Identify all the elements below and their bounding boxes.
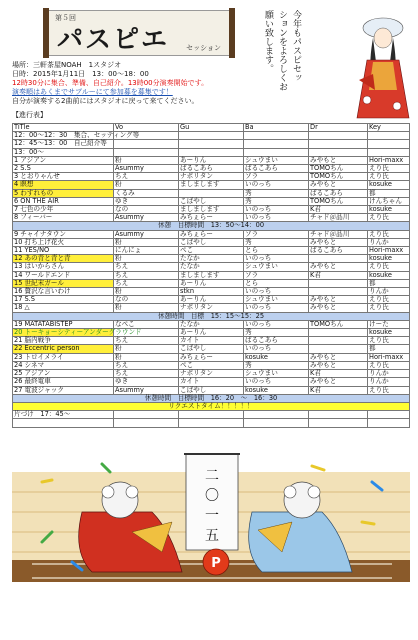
cell-ba: ぱるこあら [244,337,309,345]
cell-vo: ちえ [114,271,179,279]
band-label: 休憩 目標時間 13：50～14：00 [13,222,410,230]
cell-key: えり氏 [368,337,410,345]
table-row [13,288,410,296]
cell-ba: ぱるこあら [244,165,309,173]
cell-title: 14 ワールドエンド [13,271,114,279]
cell-ba: いのっち [244,206,309,214]
cell-key: けーた [368,320,410,328]
cell-key: 都 [368,279,410,287]
table-row [13,419,410,427]
cell-vo: ちえ [114,361,179,369]
cell-ba: シュウまい [244,296,309,304]
table-row [13,271,410,279]
cell-key: えり氏 [368,165,410,173]
table-row [13,230,410,238]
cell-title: 12 あの青と青と青 [13,255,114,263]
cell-gu: みちぇらー [179,353,244,361]
cell-key: えり氏 [368,361,410,369]
table-row [13,304,410,312]
cell-vo: ゆき [114,197,179,205]
cell-title: 2 S.S [13,165,114,173]
cell-key [368,132,410,140]
cell-key: りんか [368,370,410,378]
cell-dr: みやもと [309,263,368,271]
cell-title: 15 世紀末ガール [13,279,114,287]
cell-key [368,411,410,419]
cell-title: 12：00～12：30 集合、セッティング等 [14,131,140,140]
cell-key: kosuke [368,255,410,263]
table-row [13,148,410,156]
cell-vo: Asummy [114,386,179,394]
greeting-line: 今年もパスピセッ [291,10,301,82]
cell-gu: ナポリタン [179,370,244,378]
cell-gu: みちぇらー [179,230,244,238]
cell-title: 23 トロイメライ [13,353,114,361]
column-header-dr: Dr [309,124,368,132]
table-row [13,370,410,378]
cell-key: けんちゃん [368,197,410,205]
cell-key: Hori-maxx [368,156,410,164]
cell-key: えり氏 [368,304,410,312]
cell-key: えり氏 [368,296,410,304]
cell-key: 都 [368,189,410,197]
venue-text: 場所：三軒茶屋NOAH 1スタジオ [12,61,122,69]
cell-key: kosuke [368,271,410,279]
cell-dr: みやもと [309,296,368,304]
band-label: 休憩時間 目標時間 16：20 ～ 16：30 [13,394,410,402]
cell-vo [114,140,179,148]
cell-ba: kosuke [244,386,309,394]
cell-key: りんか [368,288,410,296]
column-header-gu: Gu [179,124,244,132]
cell-title: 21 脳内戦争 [13,337,114,345]
greeting-line: ションをよろしくお [277,10,287,91]
cell-vo: ちえ [114,279,179,287]
cell-vo: にんにょ [114,247,179,255]
cell-gu: こばやし [179,238,244,246]
progress-table-label: 【進行表】 [12,111,47,119]
cell-ba: 秀 [244,189,309,197]
scroll-year-char: 〇 [205,488,219,504]
event-subtitle: セッション [186,44,221,52]
cell-ba: いのっち [244,288,309,296]
schedule-table [12,123,410,428]
cell-gu [179,419,244,427]
cell-title: 8 フィーバー [13,214,114,222]
order-note: 演奏順はあくまでサブルーにて参加募を募集です！ [12,88,173,96]
cell-dr: K君 [309,271,368,279]
cell-ba: ソラ [244,271,309,279]
cell-key: えり氏 [368,263,410,271]
greeting-text [262,10,302,110]
cell-dr: K君 [309,386,368,394]
cell-key: えり氏 [368,230,410,238]
cell-vo: 粉 [114,156,179,164]
cell-dr: K君 [309,370,368,378]
column-header-title: TiTle [13,124,114,132]
cell-gu: stkn [179,288,244,296]
cell-dr: みやもと [309,238,368,246]
cell-key: kosuke [368,181,410,189]
cell-gu: ぺこ [179,247,244,255]
cell-key: えり氏 [368,173,410,181]
cell-vo: ちえ [114,173,179,181]
table-row [13,255,410,263]
scroll-year-char: 一 [205,508,219,524]
cell-dr [309,419,368,427]
cell-dr: チャド＠品川 [309,230,368,238]
cell-title: 5 わすれもの [13,189,114,197]
table-row [13,238,410,246]
cell-key: Hori-maxx [368,353,410,361]
scroll-rod-left [43,8,49,58]
cell-ba: 秀 [244,329,309,337]
cell-title: 17 S.S [13,296,114,304]
cell-title: 26 最終電車 [13,378,114,386]
cell-vo [114,411,179,419]
table-row [13,345,410,353]
cell-ba [244,140,309,148]
cell-ba: いのっち [244,304,309,312]
cell-gu [179,411,244,419]
cell-gu: カイト [179,337,244,345]
table-row [13,279,410,287]
cell-title: 4 瞑想 [13,181,114,189]
cell-dr [309,132,368,140]
cell-dr [309,337,368,345]
cell-vo: 粉 [114,345,179,353]
cell-ba: シュウまい [244,263,309,271]
cell-gu: ぺこ [179,361,244,369]
cell-key: kosuke [368,329,410,337]
cell-ba: kosuke [244,353,309,361]
cell-title: 25 アジアン [13,370,114,378]
cell-ba: 秀 [244,361,309,369]
assembly-note: 12時30分に集合、準備、自己紹介。13時00分演奏開始です。 [12,79,209,87]
cell-vo: なの [114,296,179,304]
cell-vo: ゆき [114,378,179,386]
cell-ba: シュウまい [244,370,309,378]
cell-ba [244,411,309,419]
table-row [13,329,410,337]
cell-vo: ちえ [114,370,179,378]
cell-gu: こばやし [179,345,244,353]
cell-ba: いのっち [244,214,309,222]
cell-ba: いのっち [244,320,309,328]
cell-vo: Asummy [114,214,179,222]
cell-dr: TOMOちん [309,173,368,181]
cell-vo [114,148,179,156]
cell-dr [309,411,368,419]
cell-title: 22 Eccentric person [13,345,114,353]
cell-gu: ナポリタン [179,173,244,181]
cell-key: えり氏 [368,214,410,222]
cell-gu: ましまします [179,206,244,214]
cell-ba [244,419,309,427]
cell-gu: あーりん [179,156,244,164]
cell-title: 20 トーキョーシティーアンダーグラウンド [14,328,142,337]
cell-vo: Asummy [114,230,179,238]
band-label: リクエストタイム！！！！！ [13,402,410,410]
cell-gu: あーりん [179,329,244,337]
cell-vo: なの [114,206,179,214]
cell-vo: 粉 [114,181,179,189]
cell-dr: みやもと [309,181,368,189]
cell-title: 19 MATATABISTEP [13,320,114,328]
cell-dr [309,345,368,353]
cell-gu: あーりん [179,279,244,287]
cell-gu: ナポリタン [179,304,244,312]
cell-dr: みやもと [309,156,368,164]
cell-title: 27 電波ジャック [13,386,114,394]
scroll-year-char: 二 [205,468,219,484]
column-header-ba: Ba [244,124,309,132]
datetime-text: 日時：2015年1月11日 13：00～18：00 [12,70,149,78]
cell-title: 11 YES/NO [13,247,114,255]
cell-dr: みやもと [309,304,368,312]
cell-dr: K君 [309,206,368,214]
title-banner [48,10,230,56]
cell-key [368,140,410,148]
cell-vo [114,419,179,427]
table-row [13,386,410,394]
cell-key: りんか [368,378,410,386]
cell-ba: とら [244,247,309,255]
cell-vo: 粉 [114,353,179,361]
cell-gu: たなか [179,320,244,328]
cell-title: 13：00～ [13,148,114,156]
cell-title: 3 とおりゃんせ [13,173,114,181]
request-time-row [13,402,410,410]
cell-dr [309,279,368,287]
cell-vo: Asummy [114,165,179,173]
return-note: 自分が演奏する2曲前にはスタジオに戻って来てください。 [12,97,199,105]
cell-gu: あーりん [179,296,244,304]
cell-key: Hori-maxx [368,247,410,255]
cell-title: 24 シネマ [13,361,114,369]
new-year-illustration [12,452,410,592]
column-header-vo: Vo [114,124,179,132]
band-label: 休憩時間 目標 15：15～15：25 [13,312,410,320]
cell-dr: みやもと [309,353,368,361]
cell-gu [179,132,244,140]
table-row [13,181,410,189]
column-header-key: Key [368,124,410,132]
table-row [13,378,410,386]
cell-title: 7 七色の少年 [13,206,114,214]
cell-gu: こばやし [179,386,244,394]
cell-dr: チャド＠品川 [309,214,368,222]
cell-gu: たなか [179,263,244,271]
cell-title: 13 はいからさん [13,263,114,271]
cell-dr [309,329,368,337]
cell-vo: 粉 [114,288,179,296]
cell-ba [244,132,309,140]
greeting-line: 願い致します。 [263,10,273,73]
cell-ba: ソラ [244,230,309,238]
cell-dr [309,140,368,148]
cell-dr: TOMOちん [309,320,368,328]
cell-title: 12：45～13：00 自己紹介等 [13,140,114,148]
cell-key: kosuke [368,206,410,214]
break-row [13,222,410,230]
cell-vo: 粉 [114,304,179,312]
cell-ba: とら [244,279,309,287]
table-row [13,189,410,197]
cell-gu: ぱるこあら [179,165,244,173]
cell-vo: 粉 [114,255,179,263]
cell-key: りんか [368,238,410,246]
cell-dr: みやもと [309,361,368,369]
p-mark: P [211,556,221,571]
cell-gu: ましまします [179,271,244,279]
cell-ba: いのっち [244,181,309,189]
cell-key [368,419,410,427]
cell-ba: ソラ [244,173,309,181]
table-row [13,411,410,419]
cell-dr: ぱるこあら [309,247,368,255]
kimono-figure-illustration [345,10,415,120]
cell-gu: たなか [179,255,244,263]
cell-ba: シュウまい [244,156,309,164]
cell-title: 片づけ 17：45～ [13,411,114,419]
cell-ba: 秀 [244,238,309,246]
cell-ba: いのっち [244,345,309,353]
cell-dr: みやもと [309,378,368,386]
schedule-body [13,132,410,427]
table-row [13,353,410,361]
event-title: パスピエ [57,25,170,55]
cell-title: 18 △ [13,304,114,312]
cell-dr: TOMOちん [309,197,368,205]
table-row [13,140,410,148]
cell-gu: カイト [179,378,244,386]
cell-dr: ぱるこあら [309,189,368,197]
cell-key: えり氏 [368,386,410,394]
scroll-year-char: 五 [205,528,219,544]
cell-vo: くるみ [114,189,179,197]
cell-gu [179,140,244,148]
cell-vo: 粉 [114,238,179,246]
cell-title: 6 ON THE AIR [13,197,114,205]
table-row [13,263,410,271]
cell-dr: TOMOちん [309,165,368,173]
cell-gu: ましまします [179,181,244,189]
cell-title: 16 贅沢な言いわけ [13,288,114,296]
cell-gu: みちぇらー [179,214,244,222]
cell-title: 1 アジアン [13,156,114,164]
cell-ba: いのっち [244,378,309,386]
cell-ba: 秀 [244,197,309,205]
cell-title: 9 チャイナタウン [13,230,114,238]
cell-vo: なぺこ [114,320,179,328]
scroll-rod-right [229,8,235,58]
cell-vo: ちえ [114,337,179,345]
cell-key: 都 [368,345,410,353]
cell-title [13,419,114,427]
session-number-badge: 第５回 [55,14,76,22]
cell-title: 10 打ち上げ花火 [13,238,114,246]
cell-gu: こばやし [179,197,244,205]
cell-ba: いのっち [244,255,309,263]
cell-vo: ちえ [114,263,179,271]
table-row [13,247,410,255]
